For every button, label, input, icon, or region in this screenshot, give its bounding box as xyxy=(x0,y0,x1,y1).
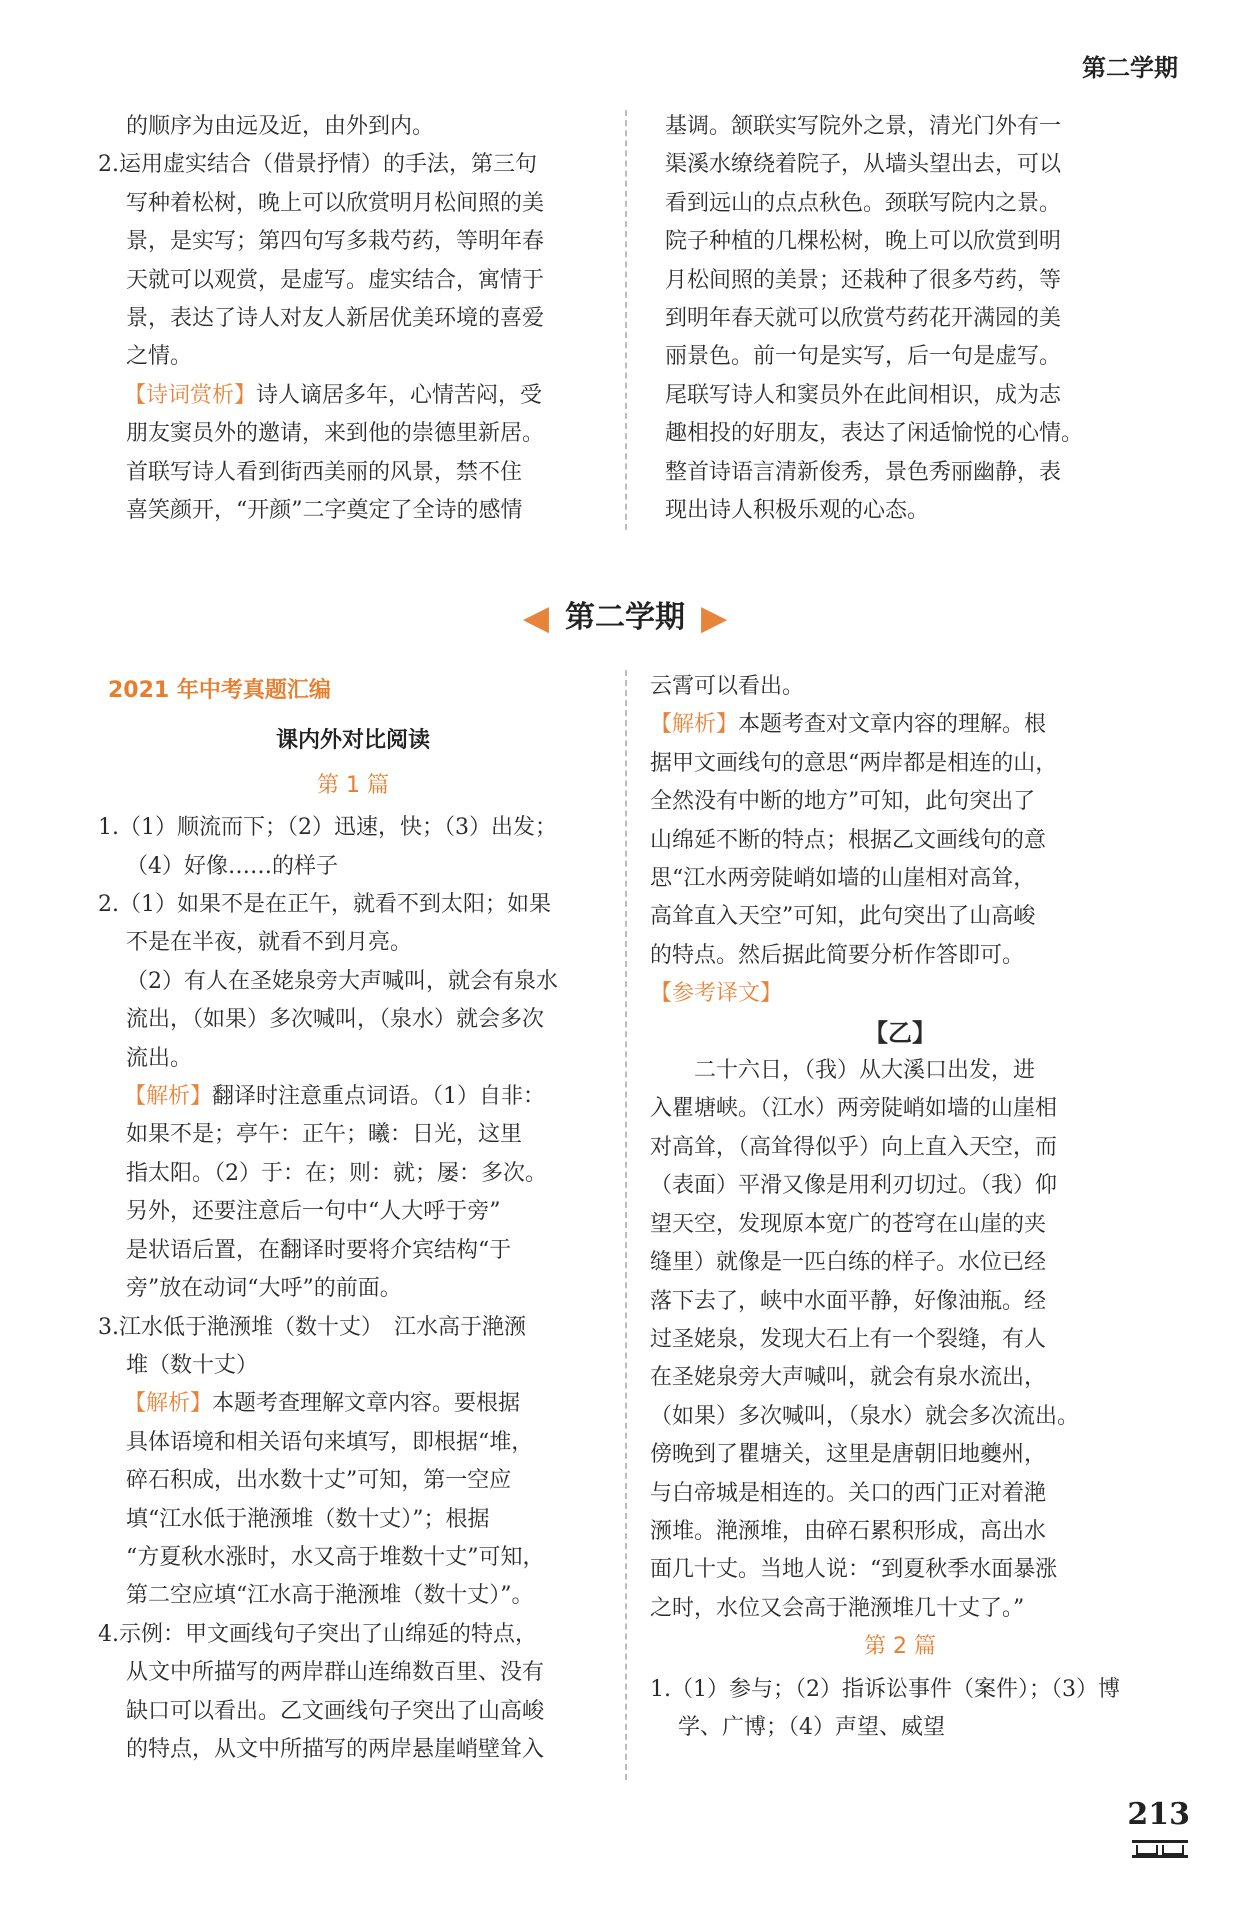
text-line: 旁”放在动词“大呼”的前面。 xyxy=(126,1276,402,1302)
text-line: （2）有人在圣姥泉旁大声喊叫，就会有泉水 xyxy=(126,968,558,994)
top-left-column xyxy=(98,108,608,530)
text-line: 面几十丈。当地人说：“到夏秋季水面暴涨 xyxy=(650,1557,1058,1583)
running-header: 第二学期 xyxy=(1082,54,1178,82)
reference-translation-tag: 【参考译文】 xyxy=(650,981,783,1007)
text-line: 丽景色。前一句是实写，后一句是虚写。 xyxy=(665,344,1062,370)
text-line: 高耸直入天空”可知，此句突出了山高峻 xyxy=(650,904,1036,930)
text-line: 院子种植的几棵松树，晚上可以欣赏到明 xyxy=(665,229,1062,255)
text-line: 是状语后置，在翻译时要将介宾结构“于 xyxy=(126,1237,512,1263)
text-line: 过圣姥泉，发现大石上有一个裂缝，有人 xyxy=(650,1326,1047,1352)
text-line: 山绵延不断的特点；根据乙文画线句的意 xyxy=(650,827,1047,853)
text-line: 2.运用虚实结合（借景抒情）的手法，第三句 xyxy=(98,152,537,178)
text-line: 如果不是；亭午：正午；曦：日光，这里 xyxy=(126,1122,523,1148)
text-line: 二十六日，（我）从大溪口出发，进 xyxy=(694,1058,1036,1084)
text-line: “方夏秋水涨时，水又高于堆数十丈”可知， xyxy=(126,1544,545,1570)
text-line: （如果）多次喊叫，（泉水）就会多次流出。 xyxy=(650,1403,1080,1429)
text-line: 滪堆。滟滪堆，由碎石累积形成，高出水 xyxy=(650,1518,1047,1544)
analysis-tag: 【解析】 xyxy=(124,1391,213,1417)
text-line: 现出诗人积极乐观的心态。 xyxy=(665,498,930,524)
text-line: 4.示例：甲文画线句子突出了山绵延的特点， xyxy=(98,1621,537,1647)
analysis-line xyxy=(650,706,1150,744)
text-line: 之时，水位又会高于滟滪堆几十丈了。” xyxy=(650,1595,1025,1621)
text-line: 云霄可以看出。 xyxy=(650,674,805,699)
exam-heading: 2021 年中考真题汇编 xyxy=(108,678,331,703)
bracket-left-icon: ◀ xyxy=(522,598,549,638)
analysis-line xyxy=(98,377,608,415)
text-line: 2.（1）如果不是在正午，就看不到太阳；如果 xyxy=(98,892,551,918)
section-banner xyxy=(0,592,1250,638)
text-line: 尾联写诗人和窦员外在此间相识，成为志 xyxy=(665,382,1062,408)
reading-heading: 课内外对比阅读 xyxy=(275,728,430,754)
bottom-right-column xyxy=(650,668,1150,1747)
part-heading: 第 2 篇 xyxy=(864,1634,936,1660)
analysis-tag: 【解析】 xyxy=(124,1084,213,1110)
text-line: 写种着松树，晚上可以欣赏明月松间照的美 xyxy=(126,190,545,216)
text-line: 落下去了，峡中水面平静，好像油瓶。经 xyxy=(650,1288,1047,1314)
analysis-line xyxy=(98,1078,608,1116)
passage-label: 【乙】 xyxy=(864,1018,936,1047)
text-line: 缝里）就像是一匹白练的样子。水位已经 xyxy=(650,1250,1047,1276)
text-line: 渠溪水缭绕着院子，从墙头望出去，可以 xyxy=(665,152,1062,178)
text-line: 缺口可以看出。乙文画线句子突出了山高峻 xyxy=(126,1698,545,1724)
text-line: 流出。 xyxy=(126,1045,193,1071)
analysis-text: 翻译时注意重点词语。（1）自非： xyxy=(212,1084,546,1110)
text-line: 望天空，发现原本宽广的苍穹在山崖的夹 xyxy=(650,1211,1047,1237)
analysis-text: 本题考查理解文章内容。要根据 xyxy=(212,1391,521,1417)
column-divider xyxy=(625,110,627,530)
text-line: 入瞿塘峡。（江水）两旁陡峭如墙的山崖相 xyxy=(650,1096,1058,1122)
analysis-text: 本题考查对文章内容的理解。根 xyxy=(738,712,1047,738)
text-line: 景，表达了诗人对友人新居优美环境的喜爱 xyxy=(126,306,545,332)
text-line: 的顺序为由远及近，由外到内。 xyxy=(126,114,435,139)
text-line: 看到远山的点点秋色。颈联写院内之景。 xyxy=(665,190,1062,216)
text-line: 第二空应填“江水高于滟滪堆（数十丈）”。 xyxy=(126,1583,534,1609)
text-line: 不是在半夜，就看不到月亮。 xyxy=(126,930,413,956)
text-line: 堆（数十丈） xyxy=(126,1352,259,1378)
text-line: 1.（1）参与；（2）指诉讼事件（案件）；（3）博 xyxy=(650,1676,1120,1702)
text-line: 从文中所描写的两岸群山连绵数百里、没有 xyxy=(126,1660,545,1686)
text-line: 填“江水低于滟滪堆（数十丈）”；根据 xyxy=(126,1506,490,1532)
text-line: 的特点。然后据此简要分析作答即可。 xyxy=(650,942,1025,968)
text-line: 流出，（如果）多次喊叫，（泉水）就会多次 xyxy=(126,1007,545,1033)
text-line: 据甲文画线句的意思“两岸都是相连的山， xyxy=(650,750,1058,776)
text-line: 之情。 xyxy=(126,344,193,370)
text-line: 月松间照的美景；还栽种了很多芍药，等 xyxy=(665,267,1062,293)
bottom-left-column xyxy=(98,668,608,1769)
text-line: 指太阳。（2）于：在；则：就；屡：多次。 xyxy=(126,1160,547,1186)
text-line: 到明年春天就可以欣赏芍药花开满园的美 xyxy=(665,306,1062,332)
text-line: 全然没有中断的地方”可知，此句突出了 xyxy=(650,789,1036,815)
text-line: 整首诗语言清新俊秀，景色秀丽幽静，表 xyxy=(665,459,1062,485)
text-line: 3.江水低于滟滪堆（数十丈） 江水高于滟滪 xyxy=(98,1314,526,1340)
text-line: 1.（1）顺流而下；（2）迅速，快；（3）出发； xyxy=(98,815,557,841)
text-line: 在圣姥泉旁大声喊叫，就会有泉水流出， xyxy=(650,1365,1047,1391)
section-title: 第二学期 xyxy=(565,600,685,635)
text-line: 碎石积成，出水数十丈”可知，第一空应 xyxy=(126,1468,512,1494)
page-ornament-icon xyxy=(1132,1840,1188,1858)
analysis-tag: 【诗词赏析】 xyxy=(124,382,257,408)
bracket-right-icon: ▶ xyxy=(701,598,728,638)
text-line: 与白帝城是相连的。关口的西门正对着滟 xyxy=(650,1480,1047,1506)
text-line: 喜笑颜开，“开颜”二字奠定了全诗的感情 xyxy=(126,498,523,524)
text-line: 的特点，从文中所描写的两岸悬崖峭壁耸入 xyxy=(126,1736,545,1762)
text-line: （4）好像……的样子 xyxy=(126,853,338,879)
analysis-line xyxy=(98,1385,608,1423)
text-line: 对高耸，（高耸得似乎）向上直入天空，而 xyxy=(650,1134,1058,1160)
text-line: 另外，还要注意后一句中“人大呼于旁” xyxy=(126,1199,501,1225)
text-line: 傍晚到了瞿塘关，这里是唐朝旧地夔州， xyxy=(650,1442,1047,1468)
text-line: 天就可以观赏，是虚写。虚实结合，寓情于 xyxy=(126,267,545,293)
analysis-tag: 【解析】 xyxy=(650,712,739,738)
text-line: 学、广博；（4）声望、威望 xyxy=(678,1714,945,1740)
page-number: 213 xyxy=(1127,1797,1190,1832)
text-line: 首联写诗人看到街西美丽的风景，禁不住 xyxy=(126,459,523,485)
part-heading: 第 1 篇 xyxy=(317,772,389,798)
top-right-column xyxy=(665,108,1145,530)
text-line: 基调。颔联实写院外之景，清光门外有一 xyxy=(665,114,1062,139)
text-line: 景，是实写；第四句写多栽芍药，等明年春 xyxy=(126,229,545,255)
column-divider xyxy=(625,670,627,1780)
text-line: 趣相投的好朋友，表达了闲适愉悦的心情。 xyxy=(665,421,1084,447)
text-line: 具体语境和相关语句来填写，即根据“堆， xyxy=(126,1429,534,1455)
analysis-text: 诗人谪居多年，心情苦闷，受 xyxy=(256,382,543,408)
text-line: 朋友窦员外的邀请，来到他的崇德里新居。 xyxy=(126,421,545,447)
text-line: （表面）平滑又像是用利刃切过。（我）仰 xyxy=(650,1173,1058,1199)
text-line: 思“江水两旁陡峭如墙的山崖相对高耸， xyxy=(650,866,1036,892)
